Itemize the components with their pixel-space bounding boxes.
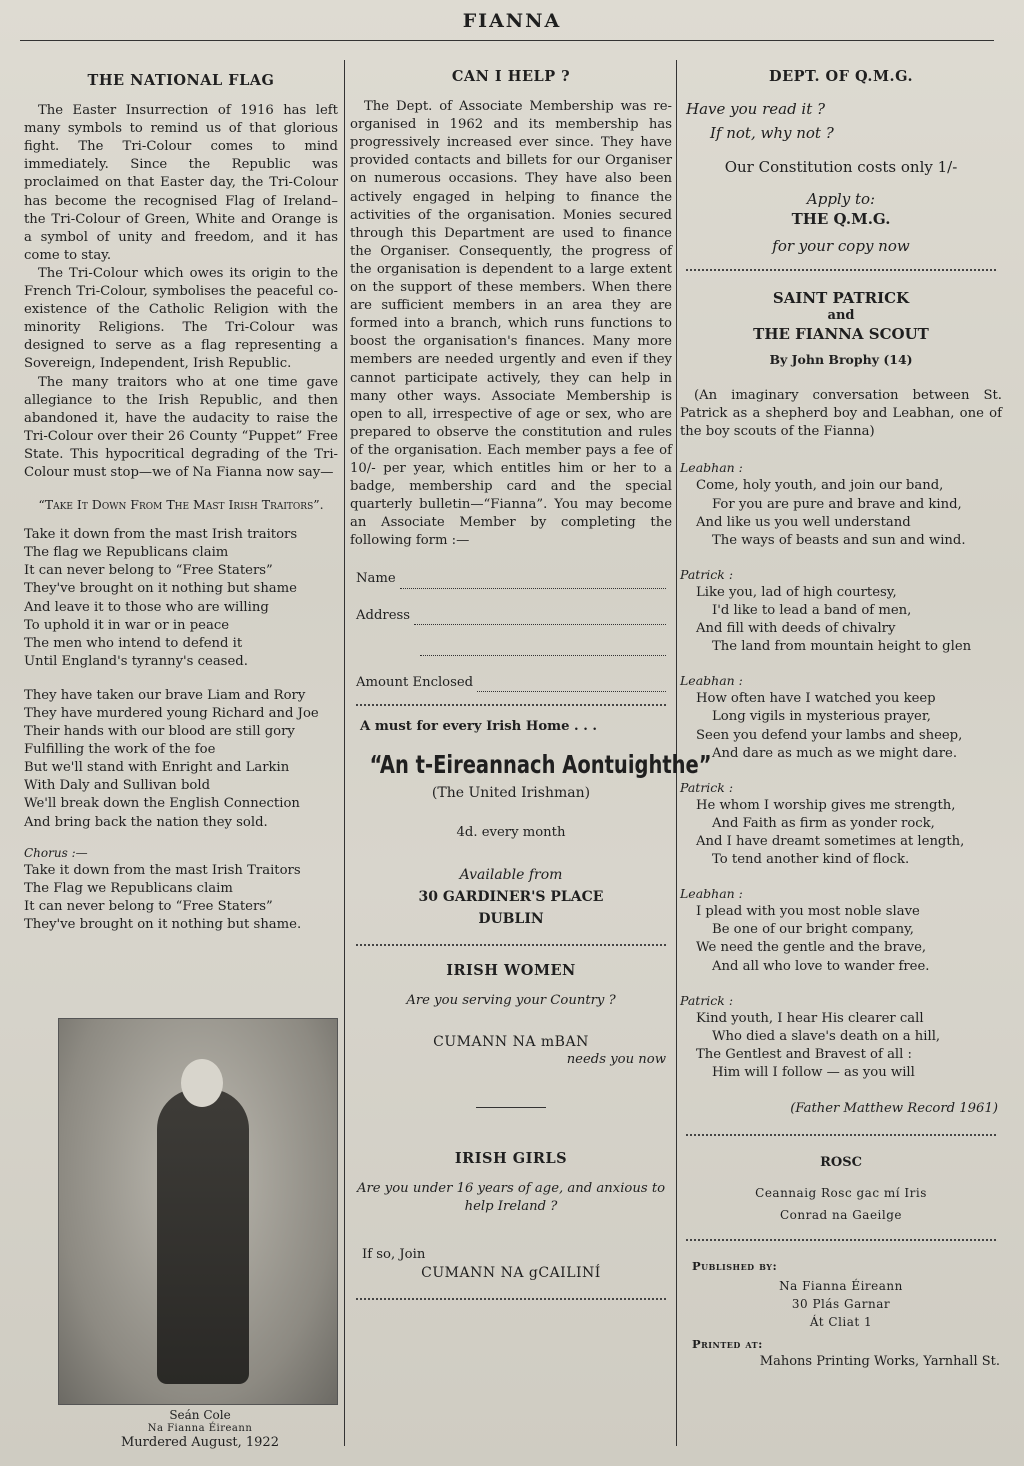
ad-address-2: DUBLIN xyxy=(478,911,544,928)
publisher-line: Át Cliat 1 xyxy=(809,1314,873,1329)
stanza-line: Him will I follow — as you will xyxy=(712,1065,915,1081)
verse-line: And leave it to those who are willing xyxy=(24,599,269,615)
stanza-line: And all who love to wander free. xyxy=(712,958,930,974)
qmg-line: If not, why not ? xyxy=(710,124,834,143)
stanza-speaker: Leabhan : xyxy=(680,460,743,476)
address-blank-2[interactable] xyxy=(420,643,666,656)
portrait-head xyxy=(181,1059,223,1107)
verse-line: Take it down from the mast Irish Traitors xyxy=(24,862,301,878)
stanza-speaker: Leabhan : xyxy=(680,886,743,902)
stanza-line: Long vigils in mysterious prayer, xyxy=(712,709,931,725)
poem-title: and xyxy=(827,307,855,323)
stanza-line: Be one of our bright company, xyxy=(712,922,914,938)
paper-price: 4d. every month xyxy=(456,825,566,840)
form-address-label: Address xyxy=(356,607,411,623)
dotted-divider xyxy=(686,269,996,271)
women-needs: needs you now xyxy=(566,1051,666,1067)
column-right xyxy=(680,52,1002,1371)
available-from: Available from xyxy=(459,867,563,884)
flag-paragraph: The Easter Insurrection of 1916 has left many symbols to remind us of that glorious fight. The Tri-Colour comes to mind immediately. Since the Republic was proclaimed on that Easter day, the Tri-Colour has become the recognised Flag of Ireland–the Tri-Colour of Green, White and Orange is a symbol of unity and freedom, and it has come to stay. xyxy=(24,103,338,263)
address-blank[interactable] xyxy=(414,612,666,625)
song-verse xyxy=(24,526,338,671)
poem-stanza xyxy=(680,885,1002,975)
paper-title: “An t-Eireannach Aontuighthe” xyxy=(369,749,712,779)
rosc-line: Conrad na Gaeilge xyxy=(779,1208,903,1223)
girls-question: Are you under 16 years of age, and anxious to help Ireland ? xyxy=(356,1180,666,1214)
verse-line: They have taken our brave Liam and Rory xyxy=(24,687,306,703)
stanza-line: And fill with deeds of chivalry xyxy=(696,621,896,637)
portrait-photo xyxy=(58,1018,338,1405)
rosc-line: Ceannaig Rosc gac mí Iris xyxy=(755,1186,927,1201)
publisher-line: Na Fianna Éireann xyxy=(779,1278,903,1293)
poem-stanza xyxy=(680,566,1002,656)
poem-stanza xyxy=(680,779,1002,869)
caption-org: Na Fianna Éireann xyxy=(147,1423,253,1434)
form-name-label: Name xyxy=(356,571,396,587)
qmg-line: THE Q.M.G. xyxy=(791,210,891,229)
stanza-line: And I have dreamt sometimes at length, xyxy=(696,834,965,849)
qmg-line: for your copy now xyxy=(772,236,910,255)
stanza-line: Who died a slave's death on a hill, xyxy=(712,1028,941,1044)
stanza-line: The land from mountain height to glen xyxy=(712,639,972,655)
verse-line: They've brought on it nothing but shame xyxy=(24,581,297,597)
women-org: CUMANN NA mBAN xyxy=(433,1033,589,1050)
flag-heading: THE NATIONAL FLAG xyxy=(87,72,275,89)
flag-paragraph: The Tri-Colour which owes its origin to the French Tri-Colour, symbolises the peaceful co-existence of the Catholic Religion with the minority Religions. The Tri-Colour was designed to serve as a flag representing a Sovereign, Independent, Irish Republic. xyxy=(24,265,338,372)
printed-at-label: Printed at: xyxy=(692,1336,763,1351)
stanza-line: Seen you defend your lambs and sheep, xyxy=(696,727,963,743)
caption-date: Murdered August, 1922 xyxy=(121,1435,279,1450)
dotted-divider xyxy=(356,944,666,946)
published-by-label: Published by: xyxy=(692,1258,778,1273)
verse-line: To uphold it in war or in peace xyxy=(24,617,230,633)
women-heading: IRISH WOMEN xyxy=(446,962,576,980)
flag-paragraph: The many traitors who at one time gave allegiance to the Irish Republic, and then abandoned it, have the audacity to raise the Tri-Colour over their 26 County “Puppet” Free State. This hypocritical degrading of the Tri-Colour must stop—we of Na Fianna now say— xyxy=(24,374,338,480)
stanza-speaker: Patrick : xyxy=(680,779,734,795)
poem-source: (Father Matthew Record 1961) xyxy=(790,1101,998,1117)
dotted-divider xyxy=(686,1239,996,1241)
verse-line: The flag we Republicans claim xyxy=(24,545,229,561)
name-blank[interactable] xyxy=(400,576,666,589)
amount-blank[interactable] xyxy=(477,679,666,692)
qmg-line: Our Constitution costs only 1/- xyxy=(724,158,958,177)
top-rule xyxy=(20,40,994,41)
song-title: “Take It Down From The Mast Irish Traitors”. xyxy=(38,497,324,513)
stanza-line: To tend another kind of flock. xyxy=(712,852,910,868)
stanza-speaker: Patrick : xyxy=(680,566,734,582)
verse-line: But we'll stand with Enright and Larkin xyxy=(24,760,290,776)
stanza-line: Come, holy youth, and join our band, xyxy=(696,478,944,494)
stanza-line: Kind youth, I hear His clearer call xyxy=(696,1010,924,1026)
stanza-line: For you are pure and brave and kind, xyxy=(712,496,962,512)
poem-stanza xyxy=(680,992,1002,1082)
masthead: FIANNA xyxy=(462,10,562,32)
publisher-line: 30 Plás Garnar xyxy=(791,1296,891,1311)
verse-line: It can never belong to “Free Staters” xyxy=(24,563,273,579)
song-verse xyxy=(24,687,338,832)
verse-line: With Daly and Sullivan bold xyxy=(24,778,211,794)
stanza-line: Like you, lad of high courtesy, xyxy=(696,584,897,600)
help-heading: CAN I HELP ? xyxy=(451,68,571,85)
ad-lead: A must for every Irish Home . . . xyxy=(360,718,598,734)
chorus-label: Chorus :— xyxy=(24,845,88,860)
form-name-row xyxy=(356,570,666,588)
verse-line: Take it down from the mast Irish traitors xyxy=(24,527,298,543)
stanza-speaker: Leabhan : xyxy=(680,673,743,689)
stanza-line: And dare as much as we might dare. xyxy=(712,745,958,761)
printer-line: Mahons Printing Works, Yarnhall St. xyxy=(759,1353,1000,1369)
qmg-line: Apply to: xyxy=(806,190,876,209)
verse-line: We'll break down the English Connection xyxy=(24,796,300,812)
verse-line: Their hands with our blood are still gory xyxy=(24,724,295,740)
stanza-line: And Faith as firm as yonder rock, xyxy=(712,815,935,831)
stanza-line: The ways of beasts and sun and wind. xyxy=(712,532,966,548)
chorus xyxy=(24,862,338,934)
paper-translation: (The United Irishman) xyxy=(431,784,591,801)
poem-intro: (An imaginary conversation between St. Patrick as a shepherd boy and Leabhan, one of the boy scouts of the Fianna) xyxy=(680,388,1002,440)
verse-line: And bring back the nation they sold. xyxy=(24,814,268,830)
verse-line: It can never belong to “Free Staters” xyxy=(24,898,273,914)
verse-line: They've brought on it nothing but shame. xyxy=(24,917,302,933)
women-question: Are you serving your Country ? xyxy=(406,993,616,1009)
stanza-line: How often have I watched you keep xyxy=(696,691,936,707)
dotted-divider xyxy=(356,1298,666,1300)
ad-address-1: 30 GARDINER'S PLACE xyxy=(418,889,604,906)
dotted-divider xyxy=(686,1134,996,1136)
poem-title: THE FIANNA SCOUT xyxy=(753,324,929,343)
qmg-line: Have you read it ? xyxy=(686,100,826,119)
verse-line: The Flag we Republicans claim xyxy=(24,880,233,896)
stanza-line: I'd like to lead a band of men, xyxy=(712,602,912,618)
rosc-heading: ROSC xyxy=(820,1155,862,1171)
stanza-speaker: Patrick : xyxy=(680,992,734,1008)
column-national-flag xyxy=(24,52,338,934)
stanza-line: He whom I worship gives me strength, xyxy=(696,797,956,813)
form-address-row-2 xyxy=(416,643,666,656)
form-address-row xyxy=(356,607,666,625)
photo-caption xyxy=(70,1408,330,1450)
poem-stanza xyxy=(680,459,1002,549)
stanza-line: We need the gentle and the brave, xyxy=(696,940,927,956)
poem-title: SAINT PATRICK xyxy=(772,288,910,307)
girls-heading: IRISH GIRLS xyxy=(454,1149,568,1167)
verse-line: The men who intend to defend it xyxy=(24,635,243,651)
stanza-line: I plead with you most noble slave xyxy=(696,904,920,920)
poem-author: By John Brophy (14) xyxy=(769,351,913,367)
form-amount-row xyxy=(356,674,666,692)
column-divider xyxy=(344,60,345,1446)
portrait-figure xyxy=(157,1089,249,1384)
verse-line: Fulfilling the work of the foe xyxy=(24,742,216,758)
girls-join: If so, Join xyxy=(362,1247,426,1263)
form-amount-label: Amount Enclosed xyxy=(356,674,474,690)
verse-line: They have murdered young Richard and Joe xyxy=(24,706,319,721)
help-body: The Dept. of Associate Membership was re-organised in 1962 and its membership has progressively increased ever since. They have provided contacts and billets for our Organiser on numerous occasions. They have also been actively engaged in helping to finance the activities of the organisation. Monies secured through this Department are used to finance the Organiser. Consequently, the progress of the organisation is dependent to a large extent on the support of these members. When there are sufficient members in an area they are formed into a branch, which runs functions to boost the organisation's finances. Many more members are needed urgently and even if they cannot participate actively, they can help in many other ways. Associate Membership is open to all, irrespective of age or sex, who are prepared to observe the constitution and rules of the organisation. Each member pays a fee of 10/- per year, which entitles him or her to a badge, membership card and the special quarterly bulletin—“Fianna”. You may become an Associate Member by completing the following form :— xyxy=(350,99,672,549)
stanza-line: And like us you well understand xyxy=(696,514,911,530)
girls-org: CUMANN NA gCAILINÍ xyxy=(421,1265,601,1282)
short-rule xyxy=(476,1107,546,1108)
verse-line: Until England's tyranny's ceased. xyxy=(24,653,248,669)
poem-stanza xyxy=(680,672,1002,762)
dotted-divider xyxy=(356,704,666,706)
stanza-line: The Gentlest and Bravest of all : xyxy=(696,1046,913,1062)
qmg-heading: DEPT. OF Q.M.G. xyxy=(769,68,913,85)
caption-name: Seán Cole xyxy=(169,1408,231,1422)
